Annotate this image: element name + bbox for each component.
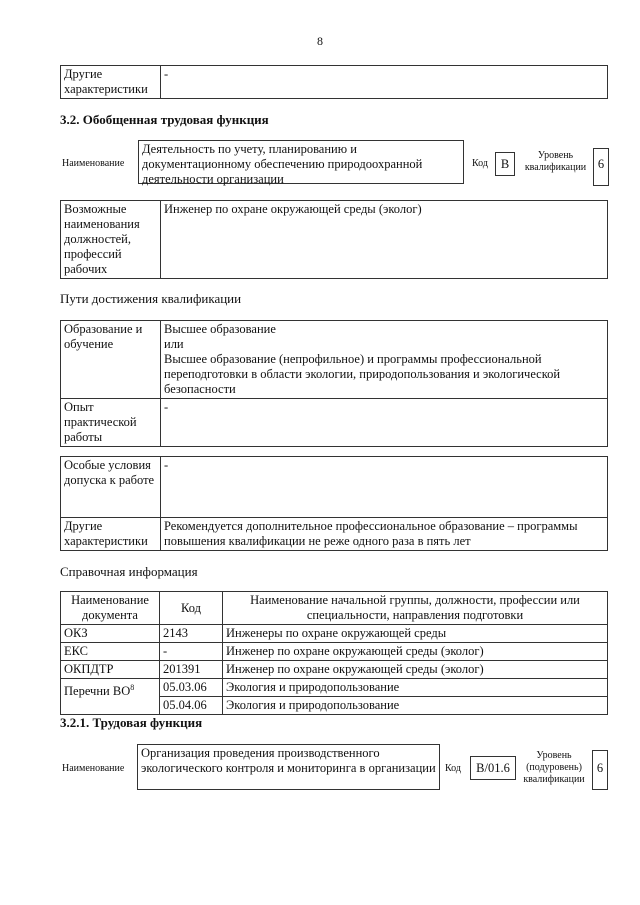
code-label-2: Код (445, 763, 461, 774)
level-label-2: Уровень (подуровень) квалификации (523, 750, 585, 785)
education-line-1: Высшее образование (164, 322, 276, 336)
ref-cell: Инженер по охране окружающей среды (эколог) (223, 643, 608, 661)
level-value-2: 6 (592, 750, 608, 790)
reference-table (60, 591, 608, 715)
ref-header-doc: Наименование документа (61, 592, 160, 625)
positions-table (60, 200, 608, 279)
ref-cell: - (160, 643, 223, 661)
other-value: - (161, 66, 608, 99)
positions-label: Возможные наименования должностей, профессий рабочих (61, 201, 161, 279)
special-value: - (161, 457, 608, 518)
other-characteristics-label: Другие характеристики (61, 518, 161, 551)
other-characteristics-value: Рекомендуется дополнительное профессиональное образование – программы повышения квалификации не реже одного раза в пять лет (161, 518, 608, 551)
experience-value: - (161, 399, 608, 447)
ref-cell: Инженеры по охране окружающей среды (223, 625, 608, 643)
footnote-mark: 8 (130, 683, 135, 692)
name-label: Наименование (62, 158, 125, 169)
labor-function-name: Организация проведения производственного экологического контроля и мониторинга в организации (137, 744, 440, 790)
education-line-3: Высшее образование (непрофильное) и программы профессиональной переподготовки в области экологии, природопользования и экологической безопасности (164, 352, 561, 396)
table-row (61, 625, 608, 643)
special-label: Особые условия допуска к работе (61, 457, 161, 518)
table-row (61, 643, 608, 661)
section-heading-3-2-1: 3.2.1. Трудовая функция (60, 715, 203, 730)
code-value: B (495, 152, 515, 176)
qualification-paths-table (60, 320, 608, 447)
ref-cell: 05.04.06 (160, 697, 223, 715)
other-label: Другие характеристики (61, 66, 161, 99)
positions-value: Инженер по охране окружающей среды (эколог) (161, 201, 608, 279)
reference-header-row (61, 592, 608, 625)
table-row (61, 679, 608, 697)
page-number: 8 (317, 34, 323, 48)
reference-heading: Справочная информация (60, 564, 198, 579)
ref-cell: ОКЗ (61, 625, 160, 643)
ref-cell: ОКПДТР (61, 661, 160, 679)
section-heading-3-2: 3.2. Обобщенная трудовая функция (60, 112, 269, 127)
education-line-2: или (164, 337, 184, 351)
level-value: 6 (593, 148, 609, 186)
paths-heading: Пути достижения квалификации (60, 291, 242, 306)
other-characteristics-table-top (60, 65, 608, 99)
ref-cell-vo-text: Перечни ВО (64, 684, 131, 699)
table-row (61, 661, 608, 679)
code-value-2: B/01.6 (470, 756, 516, 780)
generalized-function-name: Деятельность по учету, планированию и документационному обеспечению природоохранной деятельности организации (138, 140, 464, 184)
experience-label: Опыт практической работы (61, 399, 161, 447)
education-value (161, 321, 608, 399)
ref-cell: ЕКС (61, 643, 160, 661)
ref-cell: Экология и природопользование (223, 679, 608, 697)
ref-cell: 201391 (160, 661, 223, 679)
level-label: Уровень квалификации (524, 150, 587, 173)
education-label: Образование и обучение (61, 321, 161, 399)
ref-cell-vo (61, 679, 160, 715)
name-label-2: Наименование (62, 763, 125, 774)
ref-cell: Инженер по охране окружающей среды (эколог) (223, 661, 608, 679)
ref-header-name: Наименование начальной группы, должности, профессии или специальности, направления подготовки (223, 592, 608, 625)
ref-cell: 2143 (160, 625, 223, 643)
ref-cell: Экология и природопользование (223, 697, 608, 715)
code-label: Код (472, 158, 488, 169)
ref-header-code: Код (160, 592, 223, 625)
ref-cell: 05.03.06 (160, 679, 223, 697)
special-conditions-table (60, 456, 608, 551)
